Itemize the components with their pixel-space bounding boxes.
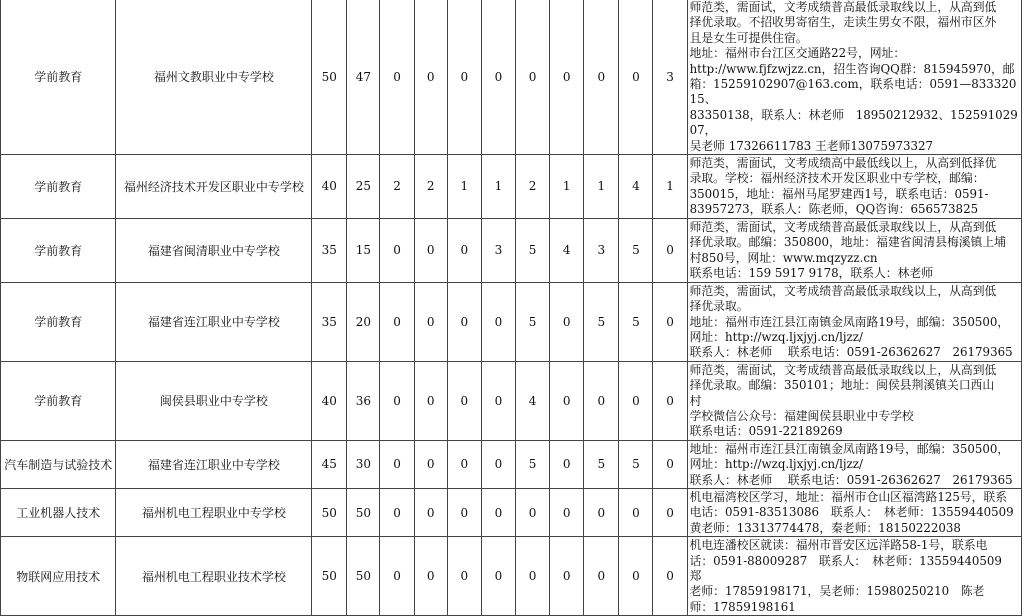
- major-cell: 物联网应用技术: [1, 537, 116, 616]
- number-cell: 5: [515, 282, 549, 361]
- note-line: 350015，地址：福州马尾罗建西1号，联系电话：0591-: [689, 186, 989, 201]
- note-line: 联系电话：0591-22189269: [689, 424, 843, 439]
- number-cell: 0: [584, 537, 619, 616]
- note-line: 师范类，需面试，文考成绩普高最低录取线以上，从高到低: [689, 283, 997, 298]
- note-line: 师范类，需面试，文考成绩普高最低录取线以上，从高到低: [689, 219, 997, 234]
- number-cell: 35: [312, 218, 347, 282]
- note-cell: [687, 282, 1021, 361]
- number-cell: 0: [584, 0, 619, 155]
- note-line: 电话：0591-83513086 联系人： 林老师：13559440509: [689, 505, 1014, 520]
- number-cell: 0: [414, 218, 447, 282]
- number-cell: 0: [550, 440, 584, 488]
- number-cell: 0: [414, 282, 447, 361]
- note-cell: [687, 218, 1021, 282]
- number-cell: 5: [619, 218, 653, 282]
- number-cell: 50: [347, 537, 380, 616]
- number-cell: 0: [619, 488, 653, 536]
- note-line: 联系人：林老师 联系电话：0591-26362627 26179365: [689, 345, 1013, 360]
- table-row: [1, 440, 1022, 488]
- number-cell: 0: [481, 488, 515, 536]
- number-cell: 1: [550, 155, 584, 219]
- major-cell: 学前教育: [1, 0, 116, 155]
- number-cell: 0: [653, 488, 687, 536]
- number-cell: 0: [653, 440, 687, 488]
- number-cell: 30: [347, 440, 380, 488]
- number-cell: 25: [347, 155, 380, 219]
- number-cell: 2: [515, 155, 549, 219]
- number-cell: 0: [653, 361, 687, 440]
- number-cell: 0: [481, 440, 515, 488]
- note-line: 择优录取。邮编：350101；地址：闽侯县荆溪镇关口西山: [689, 378, 995, 393]
- note-line: 网址：http://wzq.ljxjyj.cn/ljzz/: [689, 329, 863, 344]
- number-cell: 35: [312, 282, 347, 361]
- note-line: 黄老师：13313774478，秦老师：18150222038: [689, 520, 961, 535]
- number-cell: 4: [515, 361, 549, 440]
- number-cell: 3: [584, 218, 619, 282]
- number-cell: 40: [312, 361, 347, 440]
- note-line: 吴老师 17326611783 王老师13075973327: [689, 138, 933, 153]
- number-cell: 0: [380, 488, 414, 536]
- number-cell: 40: [312, 155, 347, 219]
- major-cell: 工业机器人技术: [1, 488, 116, 536]
- note-line: 机电连潘校区就读：福州市晋安区远洋路58-1号，联系电: [689, 538, 988, 553]
- table-row: [1, 218, 1022, 282]
- number-cell: 50: [347, 488, 380, 536]
- number-cell: 5: [584, 282, 619, 361]
- number-cell: 50: [312, 488, 347, 536]
- school-cell: 福州经济技术开发区职业中专学校: [116, 155, 312, 219]
- note-cell: [687, 537, 1021, 616]
- school-cell: 福州文教职业中专学校: [116, 0, 312, 155]
- note-line: 录取。学校：福州经济技术开发区职业中专学校，邮编：: [689, 171, 985, 186]
- number-cell: 0: [447, 218, 481, 282]
- number-cell: 0: [380, 0, 414, 155]
- table-row: [1, 361, 1022, 440]
- note-line: 地址：福州市连江县江南镇金凤南路19号，邮编：350500，: [689, 441, 1010, 456]
- number-cell: 1: [481, 155, 515, 219]
- number-cell: 0: [414, 361, 447, 440]
- number-cell: 0: [550, 282, 584, 361]
- number-cell: 5: [619, 440, 653, 488]
- note-line: 择优录取。: [689, 299, 749, 314]
- table-row: [1, 282, 1022, 361]
- school-cell: 福州机电工程职业中专学校: [116, 488, 312, 536]
- number-cell: 15: [347, 218, 380, 282]
- number-cell: 0: [414, 537, 447, 616]
- number-cell: 5: [515, 440, 549, 488]
- number-cell: 0: [447, 537, 481, 616]
- table-row: [1, 488, 1022, 536]
- table-row: [1, 0, 1022, 155]
- note-line: 地址：福州市台江区交通路22号，网址：: [689, 46, 906, 61]
- number-cell: 2: [380, 155, 414, 219]
- number-cell: 0: [550, 361, 584, 440]
- note-line: 话：0591-88009287 联系人： 林老师：13559440509 郑: [689, 553, 1014, 583]
- number-cell: 0: [653, 537, 687, 616]
- number-cell: 2: [414, 155, 447, 219]
- number-cell: 1: [584, 155, 619, 219]
- number-cell: 3: [481, 218, 515, 282]
- note-line: 学校微信公众号：福建闽侯县职业中专学校: [689, 408, 914, 423]
- number-cell: 0: [380, 282, 414, 361]
- number-cell: 45: [312, 440, 347, 488]
- number-cell: 0: [619, 537, 653, 616]
- number-cell: 50: [312, 537, 347, 616]
- note-line: 村850号，网址：www.mqzyzz.cn: [689, 250, 878, 265]
- number-cell: 5: [584, 440, 619, 488]
- note-line: 联系人：林老师 联系电话：0591-26362627 26179365: [689, 472, 1013, 487]
- number-cell: 36: [347, 361, 380, 440]
- note-line: 师范类，需面试，文考成绩普高最低录取线以上，从高到低: [689, 362, 997, 377]
- number-cell: 0: [619, 0, 653, 155]
- major-cell: 汽车制造与试验技术: [1, 440, 116, 488]
- number-cell: 0: [447, 0, 481, 155]
- school-cell: 福建省连江职业中专学校: [116, 440, 312, 488]
- note-line: 师范类，需面试，文考成绩高中最低线以上，从高到低择优: [689, 156, 997, 171]
- number-cell: 0: [447, 488, 481, 536]
- number-cell: 0: [380, 440, 414, 488]
- table-body: [1, 0, 1022, 616]
- table-row: [1, 155, 1022, 219]
- number-cell: 5: [619, 282, 653, 361]
- number-cell: 0: [481, 0, 515, 155]
- number-cell: 0: [380, 361, 414, 440]
- number-cell: 1: [447, 155, 481, 219]
- note-cell: [687, 488, 1021, 536]
- number-cell: 0: [481, 361, 515, 440]
- table-row: [1, 537, 1022, 616]
- number-cell: 0: [481, 282, 515, 361]
- note-cell: [687, 440, 1021, 488]
- number-cell: 0: [619, 361, 653, 440]
- note-line: 机电福湾校区学习，地址：福州市仓山区福湾路125号，联系: [689, 489, 1008, 504]
- note-line: 择优录取。邮编：350800，地址：福建省闽清县梅溪镇上埔: [689, 235, 1006, 250]
- number-cell: 0: [550, 0, 584, 155]
- number-cell: 0: [584, 361, 619, 440]
- school-cell: 福建省闽清职业中专学校: [116, 218, 312, 282]
- note-line: 师范类，需面试，文考成绩普高最低录取线以上，从高到低: [689, 0, 997, 14]
- number-cell: 0: [481, 537, 515, 616]
- number-cell: 0: [550, 537, 584, 616]
- major-cell: 学前教育: [1, 155, 116, 219]
- number-cell: 0: [414, 440, 447, 488]
- note-line: 村: [689, 393, 702, 408]
- note-line: 网址：http://wzq.ljxjyj.cn/ljzz/: [689, 457, 863, 472]
- major-cell: 学前教育: [1, 282, 116, 361]
- number-cell: 0: [380, 218, 414, 282]
- school-cell: 福州机电工程职业技术学校: [116, 537, 312, 616]
- number-cell: 0: [414, 488, 447, 536]
- number-cell: 4: [619, 155, 653, 219]
- number-cell: 4: [550, 218, 584, 282]
- number-cell: 0: [380, 537, 414, 616]
- note-line: 83957273，联系人：陈老师，QQ咨询：656573825: [689, 202, 979, 217]
- note-cell: [687, 0, 1021, 155]
- note-line: http://www.fjfzwjzz.cn，招生咨询QQ群：815945970，邮: [689, 61, 1015, 76]
- number-cell: 0: [653, 218, 687, 282]
- note-line: 联系电话：159 5917 9178，联系人：林老师: [689, 265, 933, 280]
- number-cell: 0: [515, 537, 549, 616]
- number-cell: 0: [653, 282, 687, 361]
- number-cell: 0: [515, 488, 549, 536]
- number-cell: 50: [312, 0, 347, 155]
- number-cell: 47: [347, 0, 380, 155]
- note-line: 地址：福州市连江县江南镇金凤南路19号，邮编：350500，: [689, 314, 1010, 329]
- note-cell: [687, 361, 1021, 440]
- major-cell: 学前教育: [1, 361, 116, 440]
- number-cell: 0: [447, 361, 481, 440]
- note-line: 83350138，联系人：林老师 18950212932、15259102907，: [689, 107, 1018, 138]
- number-cell: 0: [515, 0, 549, 155]
- note-line: 老师：17859198171，吴老师：15980250210 陈老: [689, 584, 985, 599]
- note-line: 箱：15259102907@163.com，联系电话：0591—83332015、: [689, 77, 1017, 107]
- major-cell: 学前教育: [1, 218, 116, 282]
- number-cell: 20: [347, 282, 380, 361]
- number-cell: 3: [653, 0, 687, 155]
- number-cell: 5: [515, 218, 549, 282]
- number-cell: 1: [653, 155, 687, 219]
- number-cell: 0: [447, 282, 481, 361]
- number-cell: 0: [447, 440, 481, 488]
- note-line: 择优录取。不招收男寄宿生，走读生男女不限，福州市区外: [689, 15, 997, 30]
- number-cell: 0: [584, 488, 619, 536]
- note-cell: [687, 155, 1021, 219]
- number-cell: 0: [414, 0, 447, 155]
- note-line: 且是女生可提供住宿。: [689, 30, 808, 45]
- note-line: 师：17859198161: [689, 599, 796, 614]
- school-cell: 闽侯县职业中专学校: [116, 361, 312, 440]
- school-cell: 福建省连江职业中专学校: [116, 282, 312, 361]
- number-cell: 0: [550, 488, 584, 536]
